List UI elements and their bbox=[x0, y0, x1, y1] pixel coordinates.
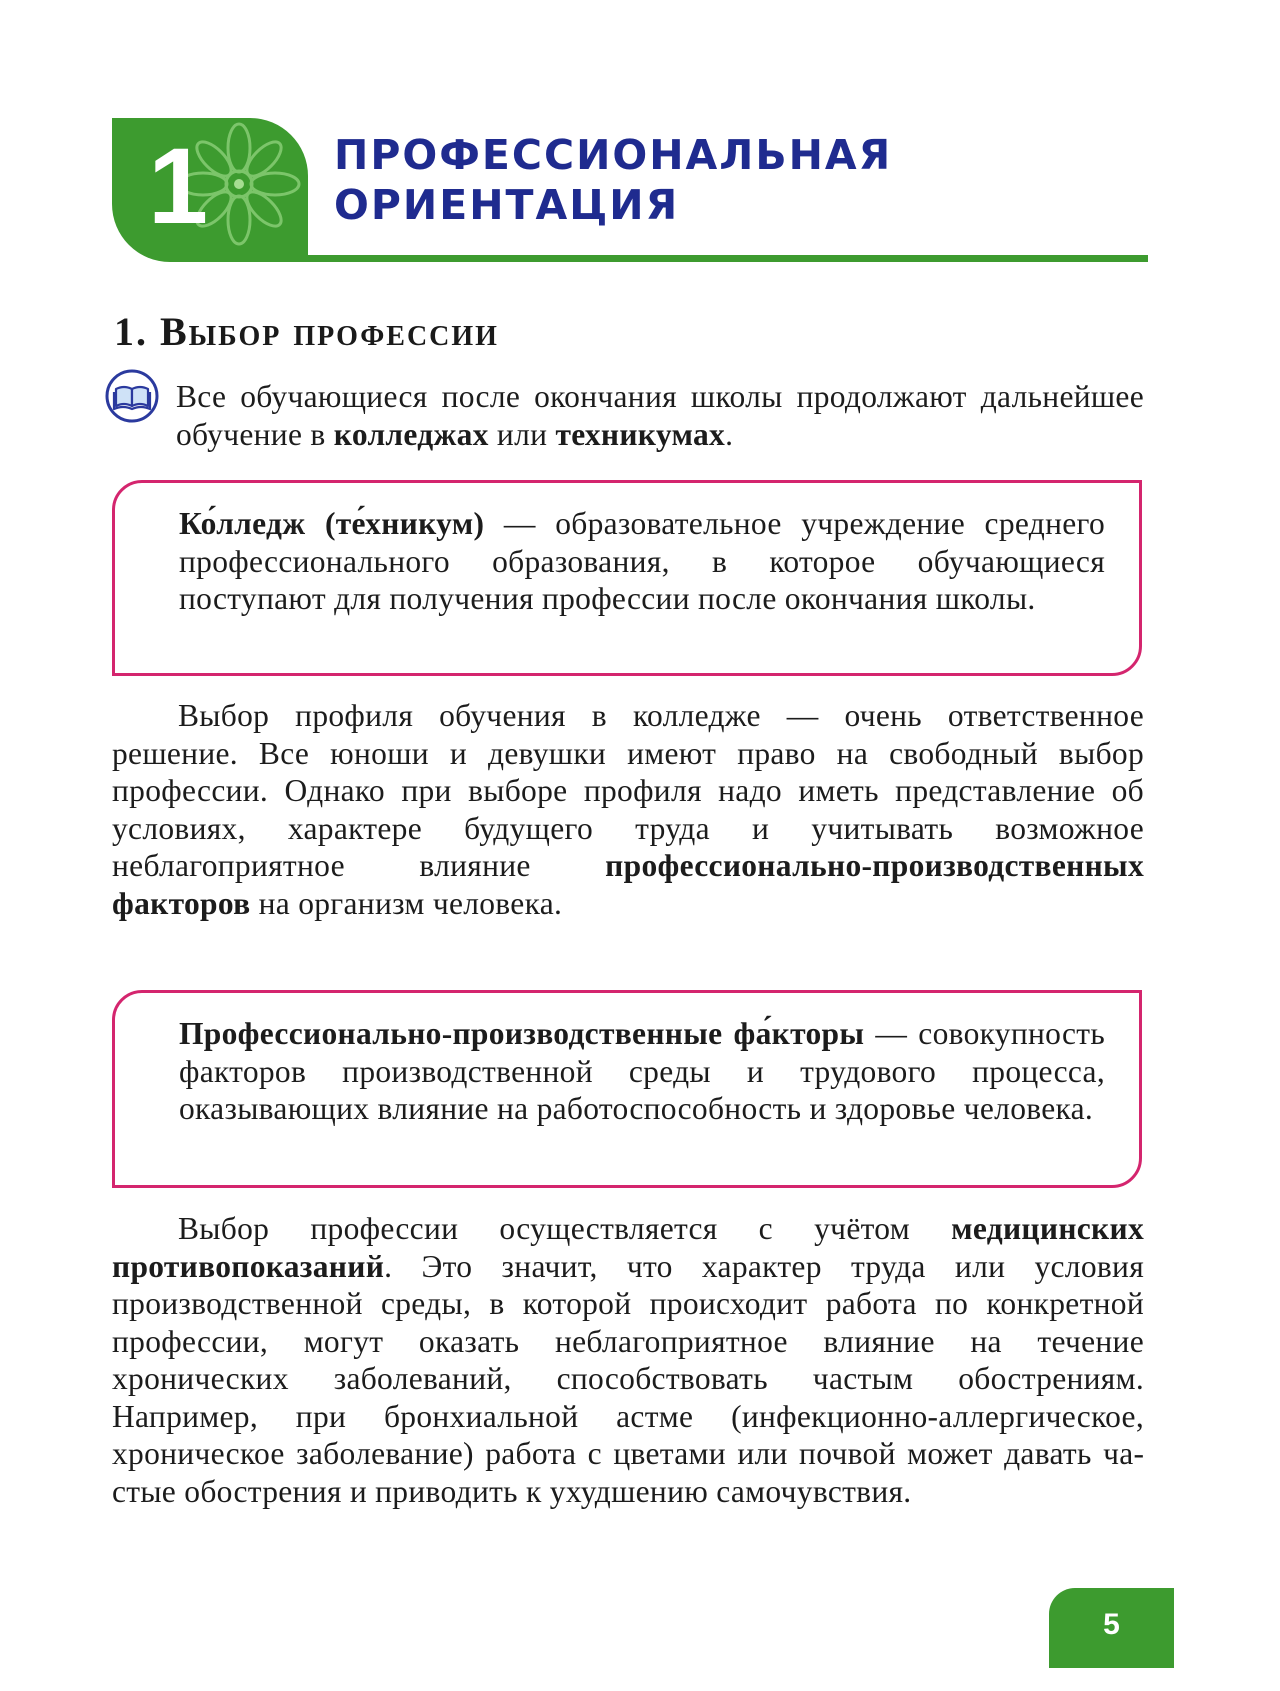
paragraph-text: . Это значит, что характер труда или условия производственной среды, в которой происходит работа по конкретной профессии, могут оказать неблагоприятное влияние на течение хронических заболеваний, способствовать частым обострениям. Например, при бронхиальной астме (инфекционно-аллергическое, хроническое заболевание) работа с цветами или почвой может давать частые обострения и приводить к ухудшению самочувствия. bbox=[112, 1248, 1144, 1509]
paragraph-profile-choice bbox=[112, 697, 1144, 922]
chapter-title-line-1: ПРОФЕССИОНАЛЬНАЯ bbox=[334, 131, 893, 179]
chapter-title-line-2: ОРИЕНТАЦИЯ bbox=[334, 181, 680, 229]
paragraph-term: профессионально-производственных факторов bbox=[112, 848, 1144, 921]
paragraph-term: медицинских противопоказаний bbox=[112, 1211, 1144, 1284]
definition-text: — совокупность факторов производственной среды и трудового процесса, оказывающих влияние на работоспособность и здоровье человека. bbox=[179, 1016, 1105, 1126]
chapter-number: 1 bbox=[148, 125, 209, 246]
open-book-icon bbox=[104, 368, 160, 424]
chapter-rule bbox=[302, 255, 1148, 262]
chapter-header bbox=[112, 118, 1148, 266]
chapter-title bbox=[334, 130, 1034, 230]
paragraph-text: Выбор профессии осуществляется с учётом bbox=[178, 1211, 952, 1246]
intro-text: Все обучающиеся после окончания школы продолжают дальнейшее обучение в bbox=[176, 379, 1144, 452]
chapter-tab bbox=[112, 118, 308, 262]
page-number-tab bbox=[1049, 1588, 1174, 1668]
section-title: 1. Выбор профессии bbox=[114, 309, 499, 354]
intro-term-colleges: колледжах bbox=[333, 416, 489, 452]
paragraph-text: на организм человека. bbox=[250, 885, 563, 921]
definition-box-college bbox=[112, 480, 1142, 676]
definition-term: Ко́лледж (те́хникум) bbox=[179, 506, 485, 541]
intro-term-technical-schools: техникумах bbox=[555, 416, 726, 452]
intro-text: или bbox=[488, 416, 556, 452]
intro-text: . bbox=[725, 416, 734, 452]
intro-paragraph bbox=[176, 378, 1144, 453]
definition-box-factors bbox=[112, 990, 1142, 1188]
definition-term: Профессионально-производственные фа́кторы bbox=[179, 1016, 865, 1051]
paragraph-text: Выбор профиля обучения в колледже — очень ответственное решение. Все юноши и девушки имеют право на свободный выбор профессии. Однако при выборе профиля надо иметь представление об условиях, характере будущего труда и учитывать возможное неблагоприятное влияние bbox=[112, 698, 1144, 883]
definition-text: — образовательное учреждение среднего профессионального образования, в которое обучающиеся поступают для получения профессии после окончания школы. bbox=[179, 506, 1105, 616]
page-number: 5 bbox=[1103, 1608, 1120, 1641]
paragraph-medical-contraindications bbox=[112, 1210, 1144, 1510]
